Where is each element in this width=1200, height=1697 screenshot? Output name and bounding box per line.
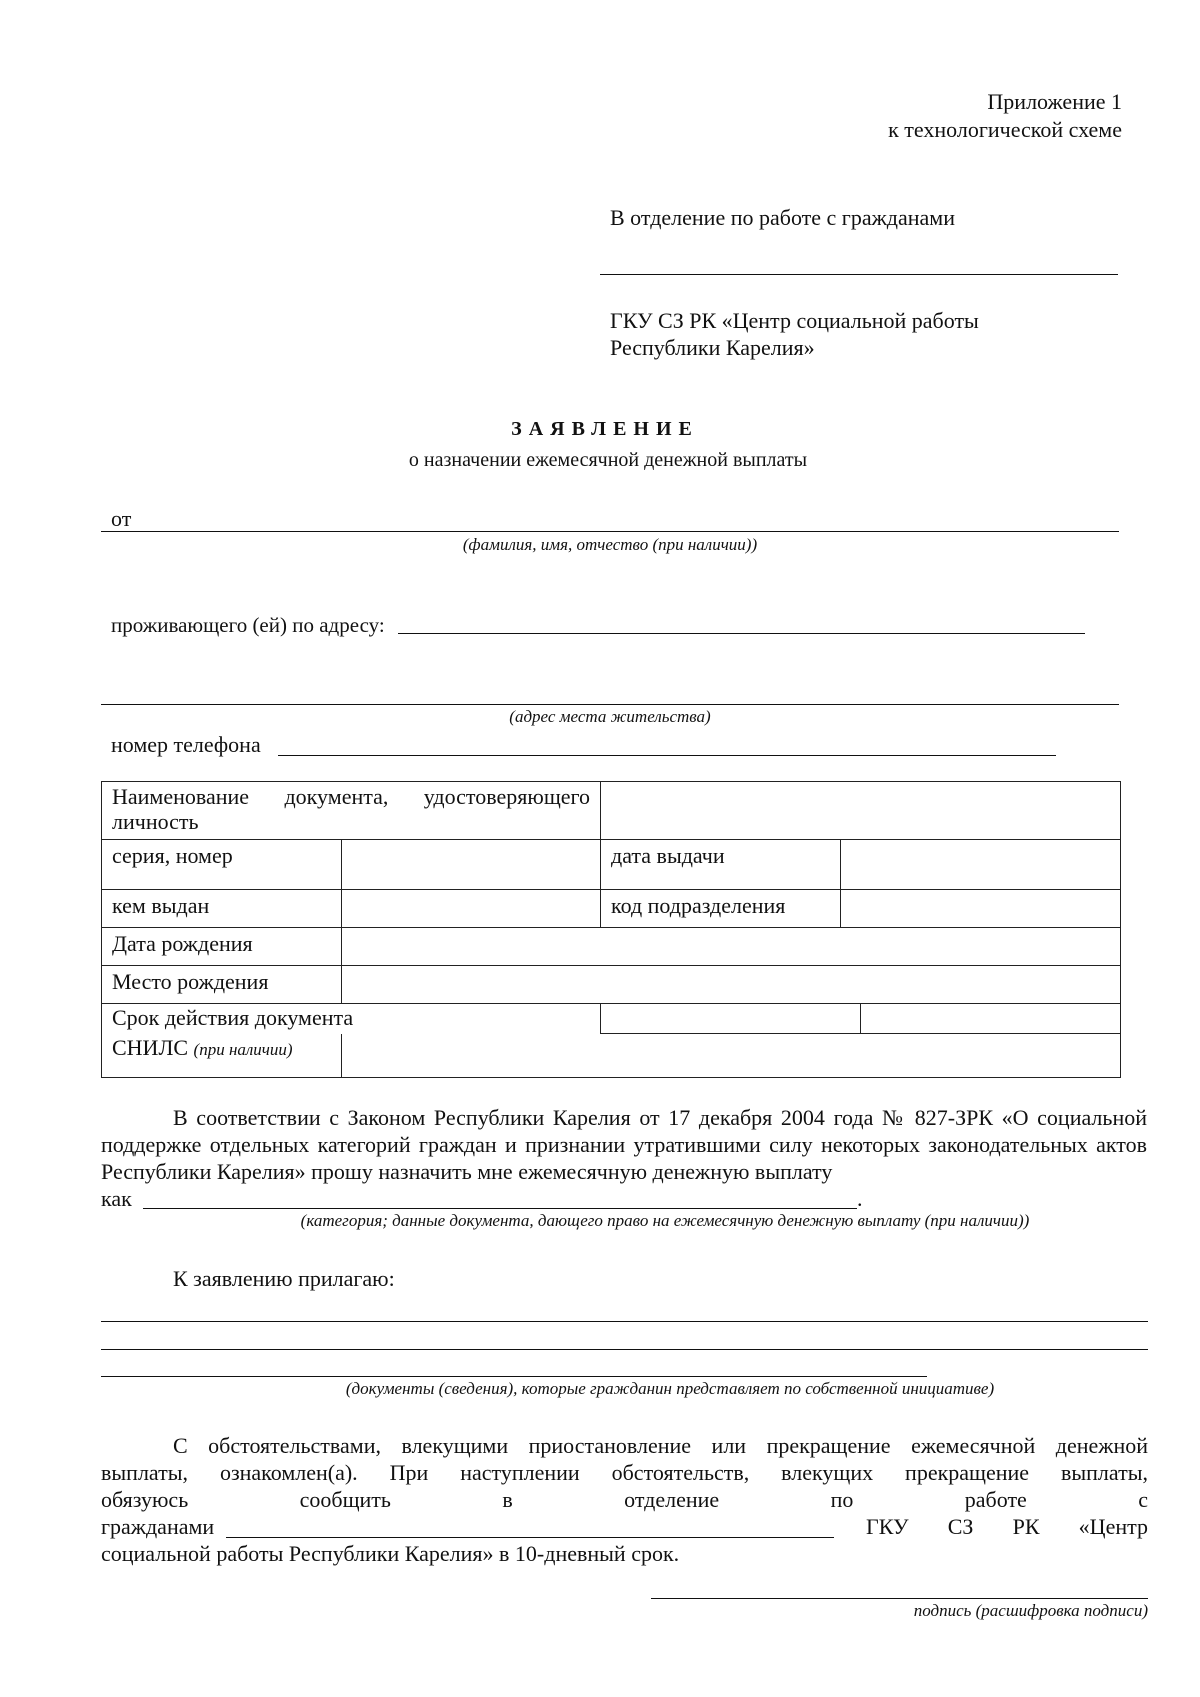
- notice-line-1: С обстоятельствами, влекущими приостановление или прекращение ежемесячной денежной: [173, 1433, 1148, 1458]
- validity-to-value[interactable]: [861, 1004, 1121, 1034]
- series-number-value[interactable]: [342, 840, 601, 890]
- signature-hint: подпись (расшифровка подписи): [913, 1601, 1148, 1620]
- birth-place-value[interactable]: [342, 966, 1121, 1004]
- appendix-line2: к технологической схеме: [888, 117, 1122, 142]
- fio-field-line[interactable]: [101, 531, 1119, 532]
- request-end: .: [857, 1186, 863, 1211]
- category-field-line[interactable]: [143, 1208, 857, 1209]
- request-paragraph: В соответствии с Законом Республики Карелия от 17 декабря 2004 года № 827-ЗРК «О социальной поддержке отдельных категорий граждан и признании утратившими силу некоторых законодательных актов Республики Карелия» прошу назначить мне ежемесячную денежную выплату: [101, 1105, 1147, 1184]
- doc-name-label: Наименование документа, удостоверяющего личность: [102, 782, 601, 840]
- issued-by-value[interactable]: [342, 890, 601, 928]
- table-row: [102, 928, 1121, 966]
- issue-date-value[interactable]: [841, 840, 1121, 890]
- birth-date-label: Дата рождения: [102, 928, 342, 966]
- table-row: [102, 966, 1121, 1004]
- table-row: [102, 890, 1121, 928]
- attach-line-3[interactable]: [101, 1376, 927, 1377]
- division-code-label: код подразделения: [601, 890, 841, 928]
- address-field-line[interactable]: [398, 633, 1085, 634]
- phone-field-line[interactable]: [278, 755, 1056, 756]
- department-field-line[interactable]: [226, 1537, 834, 1538]
- table-row: [102, 840, 1121, 890]
- fio-hint: (фамилия, имя, отчество (при наличии)): [462, 535, 758, 554]
- addressee-department: В отделение по работе с гражданами: [610, 205, 955, 230]
- address-field-line-2[interactable]: [101, 704, 1119, 705]
- series-number-label: серия, номер: [102, 840, 342, 890]
- attach-line-1[interactable]: [101, 1321, 1148, 1322]
- snils-value[interactable]: [342, 1034, 1121, 1078]
- issued-by-label: кем выдан: [102, 890, 342, 928]
- issue-date-label: дата выдачи: [601, 840, 841, 890]
- addressee-org-line2: Республики Карелия»: [610, 335, 815, 360]
- snils-note: (при наличии): [193, 1039, 293, 1059]
- doc-name-value[interactable]: [601, 782, 1121, 840]
- validity-label: Срок действия документа: [102, 1004, 601, 1034]
- notice-line-4-end: ГКУ СЗ РК «Центр: [866, 1514, 1148, 1539]
- table-row: [102, 1034, 1121, 1078]
- signature-field-line[interactable]: [651, 1598, 1148, 1599]
- addressee-org-line1: ГКУ СЗ РК «Центр социальной работы: [610, 308, 979, 333]
- attach-label: К заявлению прилагаю:: [173, 1266, 395, 1291]
- identity-document-table: [101, 781, 1121, 1078]
- attach-line-2[interactable]: [101, 1349, 1148, 1350]
- birth-place-label: Место рождения: [102, 966, 342, 1004]
- appendix-line1: Приложение 1: [987, 89, 1122, 114]
- notice-line-2: выплаты, ознакомлен(а). При наступлении обстоятельств, влекущих прекращение выплаты,: [101, 1460, 1148, 1485]
- division-code-value[interactable]: [841, 890, 1121, 928]
- address-label: проживающего (ей) по адресу:: [111, 613, 385, 637]
- notice-line-4-start: гражданами: [101, 1514, 215, 1539]
- birth-date-value[interactable]: [342, 928, 1121, 966]
- notice-line-3: обязуюсь сообщить в отделение по работе с: [101, 1487, 1148, 1512]
- request-as-label: как: [101, 1186, 132, 1211]
- validity-from-value[interactable]: [601, 1004, 861, 1034]
- table-row: [102, 1004, 1121, 1034]
- attach-hint: (документы (сведения), которые гражданин представляет по собственной инициативе): [345, 1379, 995, 1398]
- document-title: ЗАЯВЛЕНИЕ: [511, 418, 699, 440]
- document-subtitle: о назначении ежемесячной денежной выплаты: [408, 449, 808, 471]
- table-row: [102, 782, 1121, 840]
- snils-label: СНИЛС (при наличии): [102, 1034, 342, 1078]
- phone-label: номер телефона: [111, 732, 261, 757]
- from-label: от: [111, 506, 132, 531]
- address-hint: (адрес места жительства): [509, 707, 711, 726]
- addressee-department-line[interactable]: [600, 274, 1118, 275]
- notice-line-5: социальной работы Республики Карелия» в 10-дневный срок.: [101, 1541, 680, 1566]
- category-hint: (категория; данные документа, дающего право на ежемесячную денежную выплату (при наличии)): [300, 1211, 1030, 1230]
